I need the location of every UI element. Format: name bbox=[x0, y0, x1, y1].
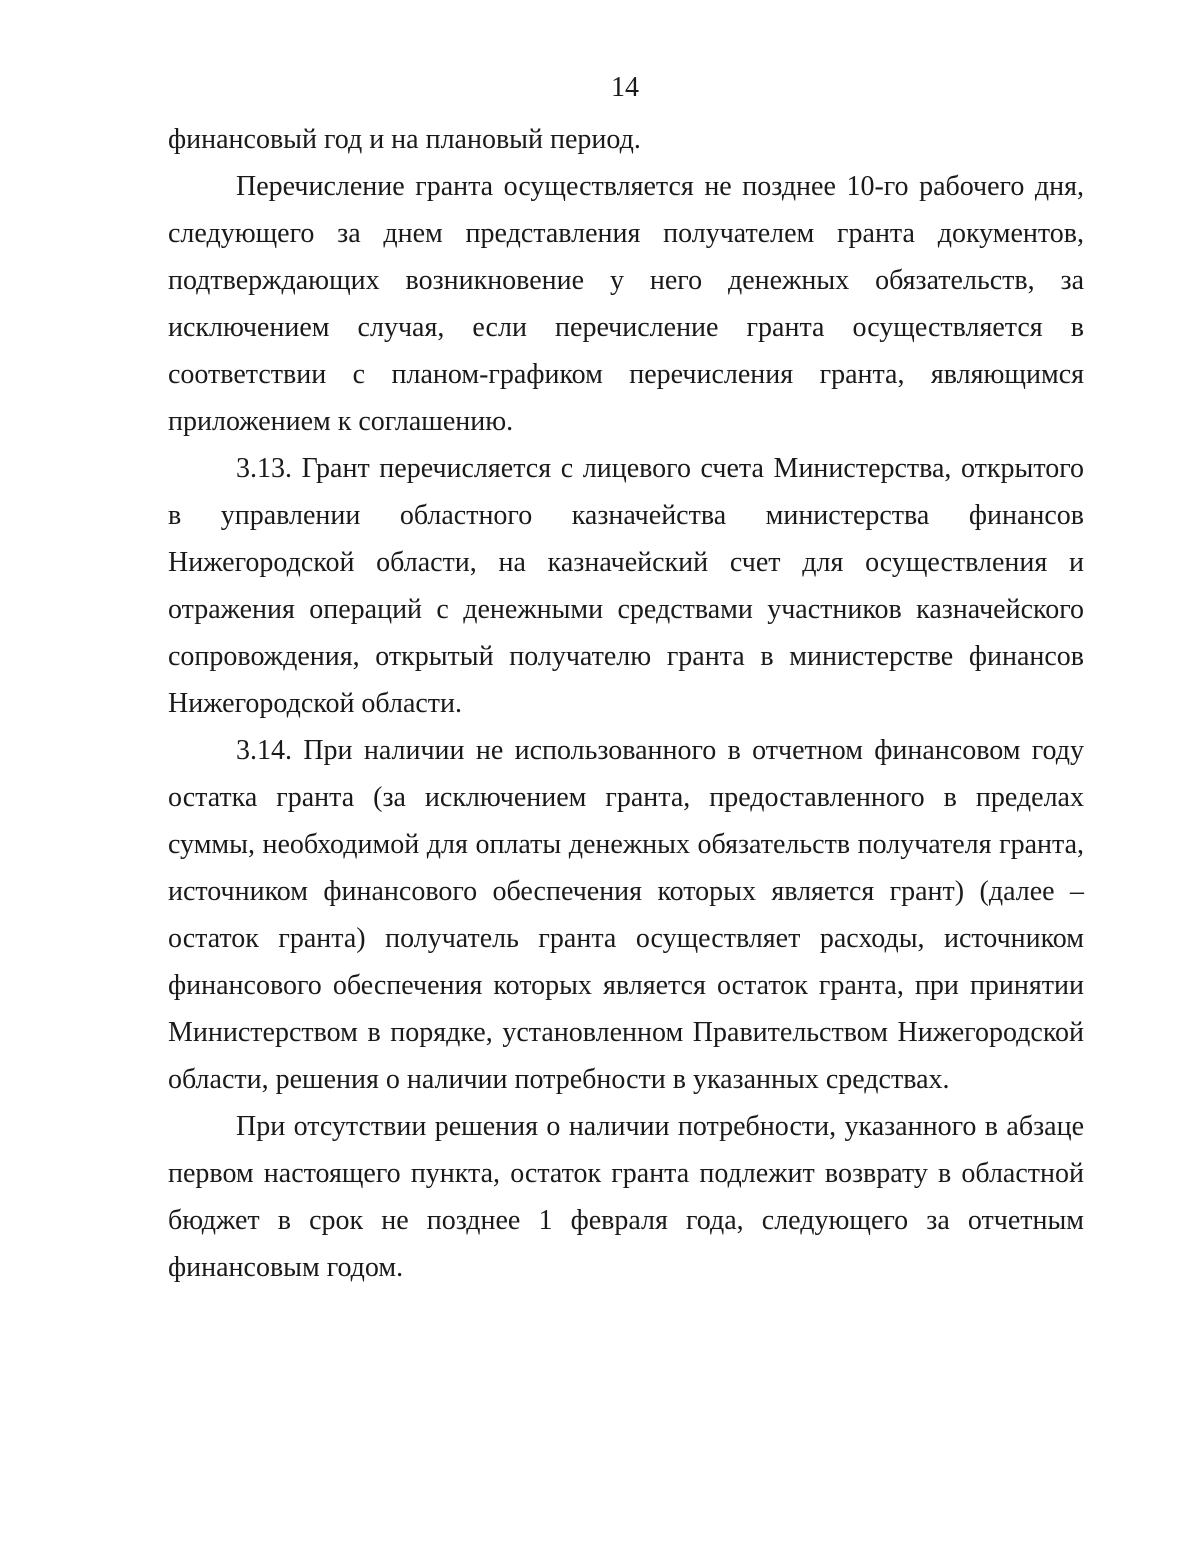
document-body bbox=[168, 116, 1084, 1291]
paragraph-3-14: 3.14. При наличии не использованного в отчетном финансовом году остатка гранта (за исключением гранта, предоставленного в пределах суммы, необходимой для оплаты денежных обязательств получателя гранта, источником финансового обеспечения которых является грант) (далее – остаток гранта) получатель гранта осуществляет расходы, источником финансового обеспечения которых является остаток гранта, при принятии Министерством в порядке, установленном Правительством Нижегородской области, решения о наличии потребности в указанных средствах. bbox=[168, 735, 1084, 1095]
paragraph-remainder-return: При отсутствии решения о наличии потребности, указанного в абзаце первом настоящего пункта, остаток гранта подлежит возврату в областной бюджет в срок не позднее 1 февраля года, следующего за отчетным финансовым годом. bbox=[168, 1111, 1084, 1283]
page-number: 14 bbox=[611, 72, 639, 103]
paragraph-continuation: финансовый год и на плановый период. bbox=[168, 124, 641, 155]
paragraph-grant-transfer-deadline: Перечисление гранта осуществляется не позднее 10-го рабочего дня, следующего за днем представления получателем гранта документов, подтверждающих возникновение у него денежных обязательств, за исключением случая, если перечисление гранта осуществляется в соответствии с планом-графиком перечисления гранта, являющимся приложением к соглашению. bbox=[168, 171, 1084, 437]
paragraph-3-13: 3.13. Грант перечисляется с лицевого счета Министерства, открытого в управлении областного казначейства министерства финансов Нижегородской области, на казначейский счет для осуществления и отражения операций с денежными средствами участников казначейского сопровождения, открытый получателю гранта в министерстве финансов Нижегородской области. bbox=[168, 453, 1084, 719]
